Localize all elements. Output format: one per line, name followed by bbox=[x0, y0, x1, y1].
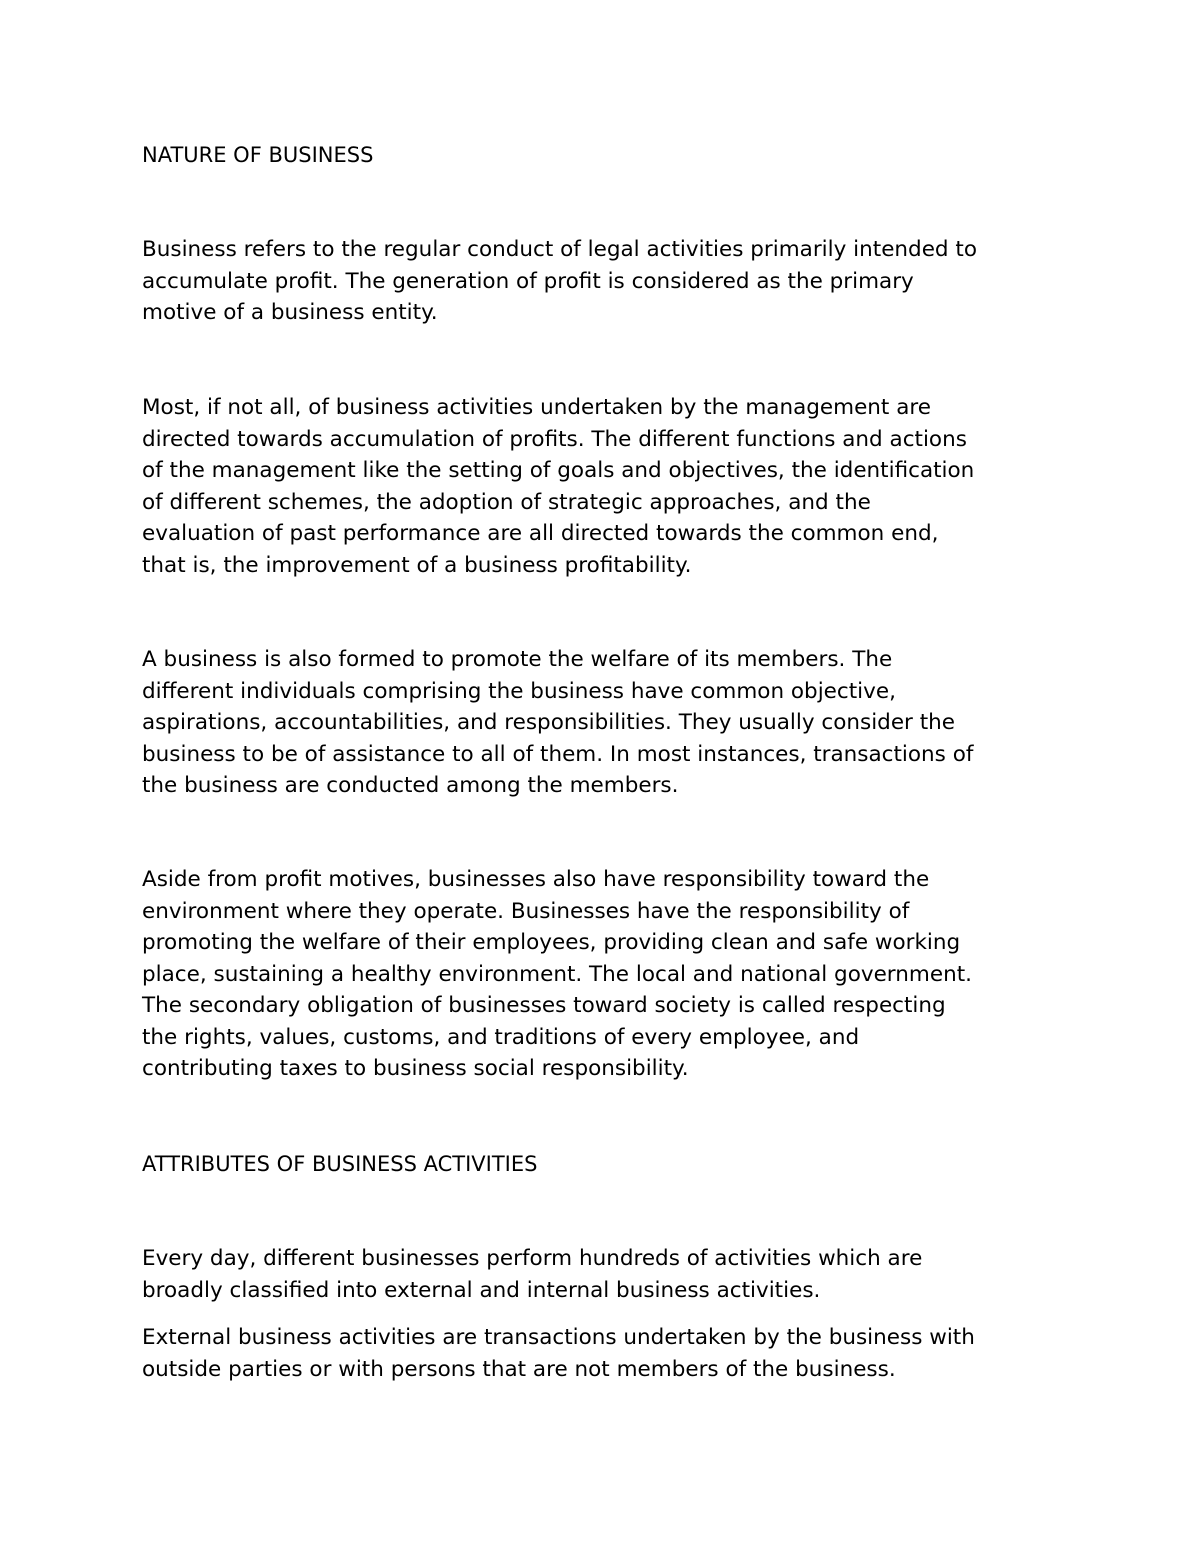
paragraph-external-activities: External business activities are transactions undertaken by the business with outside parties or with persons that are not members of the business. bbox=[142, 1325, 975, 1382]
paragraph-business-definition: Business refers to the regular conduct of legal activities primarily intended to accumulate profit. The generation of profit is considered as the primary motive of a business entity. bbox=[142, 237, 977, 325]
paragraph-social-responsibility: Aside from profit motives, businesses also have responsibility toward the environment where they operate. Businesses have the responsibility of promoting the welfare of their employees, providing clean and safe working place, sustaining a healthy environment. The local and national government. The secondary obligation of businesses toward society is called respecting the rights, values, customs, and traditions of every employee, and contributing taxes to business social responsibility. bbox=[142, 867, 972, 1081]
section-heading-attributes: ATTRIBUTES OF BUSINESS ACTIVITIES bbox=[142, 1152, 538, 1176]
paragraph-management-activities: Most, if not all, of business activities undertaken by the management are directed towards accumulation of profits. The different functions and actions of the management like the setting of goals and objectives, the identification of different schemes, the adoption of strategic approaches, and the evaluation of past performance are all directed towards the common end, that is, the improvement of a business profitability. bbox=[142, 395, 975, 578]
paragraph-activity-classification: Every day, different businesses perform hundreds of activities which are broadly classified into external and internal business activities. bbox=[142, 1246, 923, 1303]
section-heading-nature-of-business: NATURE OF BUSINESS bbox=[142, 143, 374, 167]
paragraph-member-welfare: A business is also formed to promote the welfare of its members. The different individuals comprising the business have common objective, aspirations, accountabilities, and responsibilities. They usually consider the business to be of assistance to all of them. In most instances, transactions of the business are conducted among the members. bbox=[142, 647, 974, 798]
